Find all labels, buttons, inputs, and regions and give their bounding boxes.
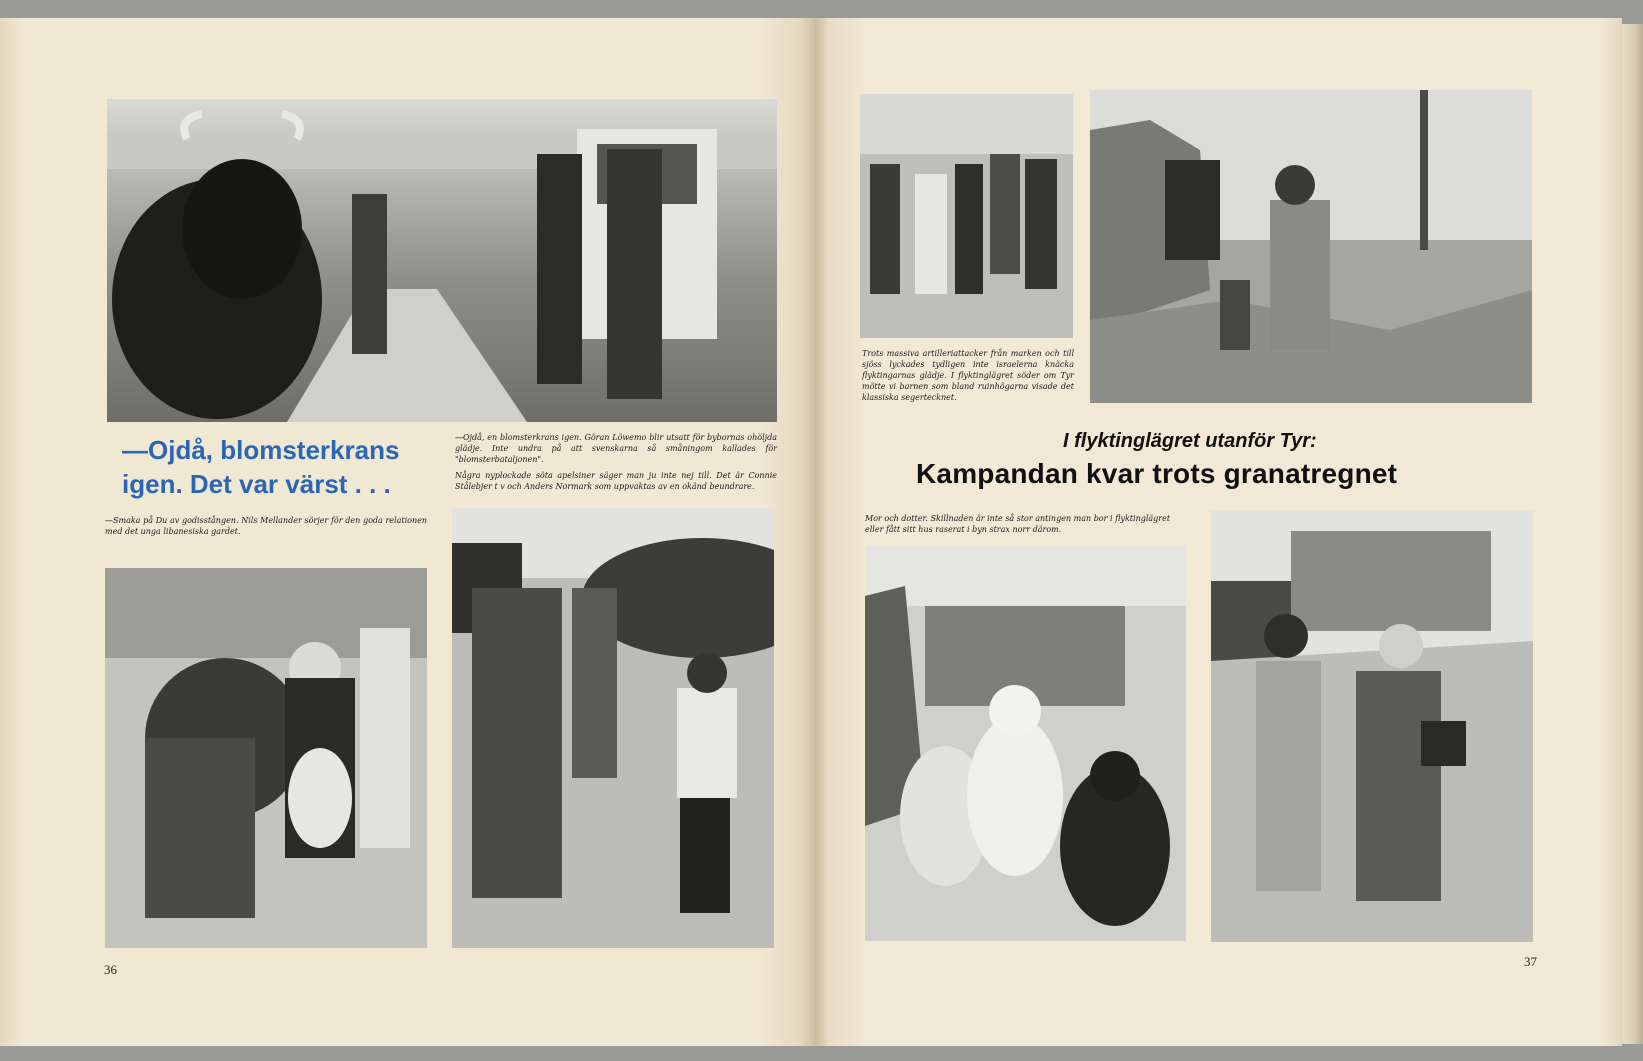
caption-children-text: Trots massiva artilleriattacker från marken och till sjöss lyckades tydligen inte israelerna knäcka flyktingarnas glädje. I flyktinglägret söder om Tyr mötte vi barnen som bland ruinhögarna visade det klassiska segertecknet. bbox=[862, 349, 1074, 402]
caption-children bbox=[862, 348, 1074, 408]
caption-wreath-text-1: —Ojdå, en blomsterkrans igen. Göran Löwemo blir utsatt för bybornas ohöljda glädje. Inte undra på att svenskarna så småningom kallades för "blomsterbataljonen". bbox=[455, 433, 777, 464]
right-headline: Kampandan kvar trots granatregnet bbox=[916, 458, 1398, 489]
page-edge bbox=[1622, 24, 1643, 1044]
photo-mother-daughter bbox=[865, 546, 1186, 941]
caption-candy-text: —Smaka på Du av godisstången. Nils Mellander sörjer för den goda relationen med det unga libanesiska gardet. bbox=[105, 516, 427, 536]
photo-boy-victory-sign bbox=[1090, 90, 1532, 403]
caption-mother-text: Mor och dotter. Skillnaden är inte så stor antingen man bor i flyktinglägret eller fått sitt hus raserat i byn strax norr därom. bbox=[865, 514, 1171, 534]
caption-mother bbox=[865, 513, 1187, 540]
left-headline: —Ojdå, blomsterkrans igen. Det var värst . . . bbox=[122, 435, 400, 499]
kicker-refugee-camp: I flyktinglägret utanför Tyr: bbox=[1063, 430, 1317, 452]
photo-boy-oranges bbox=[452, 508, 774, 948]
caption-wreath-text-2: Några nyplockade söta apelsiner säger man ju inte nej till. Det är Connie Stålebjer t v och Anders Normark som uppvaktas av en okänd beundrare. bbox=[455, 471, 777, 491]
caption-wreath bbox=[455, 432, 777, 497]
photo-two-women-ruins bbox=[1211, 511, 1533, 942]
photo-cow-and-soldiers bbox=[107, 99, 777, 422]
page-number-right: 37 bbox=[1524, 954, 1537, 969]
photo-soldier-candy bbox=[105, 568, 427, 948]
page-number-left: 36 bbox=[104, 962, 117, 977]
caption-candy bbox=[105, 515, 427, 542]
photo-children-cheering bbox=[860, 94, 1073, 338]
